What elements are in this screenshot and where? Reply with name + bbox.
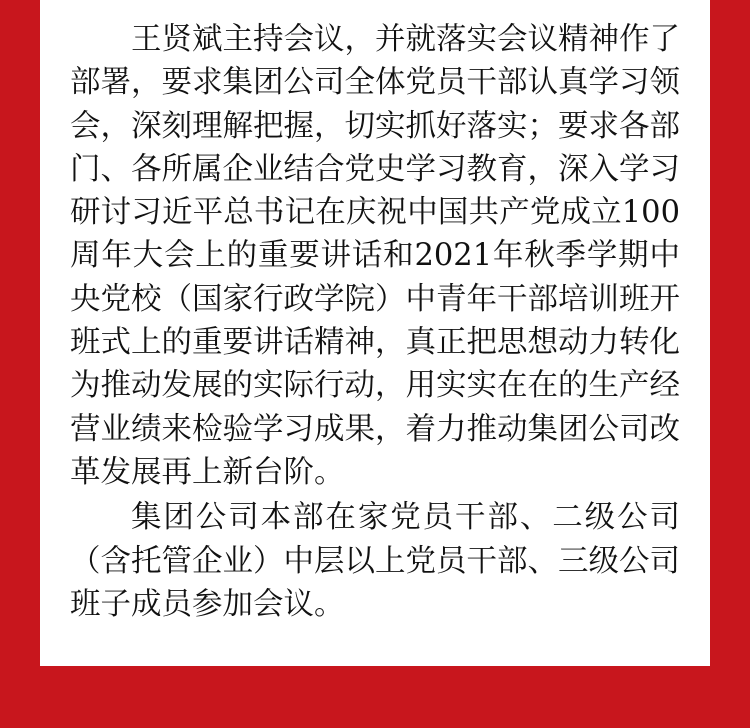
left-red-border	[0, 0, 40, 728]
paragraph-1: 王贤斌主持会议，并就落实会议精神作了部署，要求集团公司全体党员干部认真学习领会，深刻理解把握，切实抓好落实；要求各部门、各所属企业结合党史学习教育，深入学习研讨习近平总书记在庆祝中国共产党成立100周年大会上的重要讲话和2021年秋季学期中央党校（国家行政学院）中青年干部培训班开班式上的重要讲话精神，真正把思想动力转化为推动发展的实际行动，用实实在在的生产经营业绩来检验学习成果，着力推动集团公司改革发展再上新台阶。	[70, 22, 680, 490]
white-paper-area	[40, 0, 710, 666]
right-red-border	[710, 0, 750, 728]
bottom-red-border	[0, 666, 750, 728]
document-body	[40, 0, 710, 626]
paragraph-2: 集团公司本部在家党员干部、二级公司（含托管企业）中层以上党员干部、三级公司班子成员参加会议。	[70, 500, 680, 622]
